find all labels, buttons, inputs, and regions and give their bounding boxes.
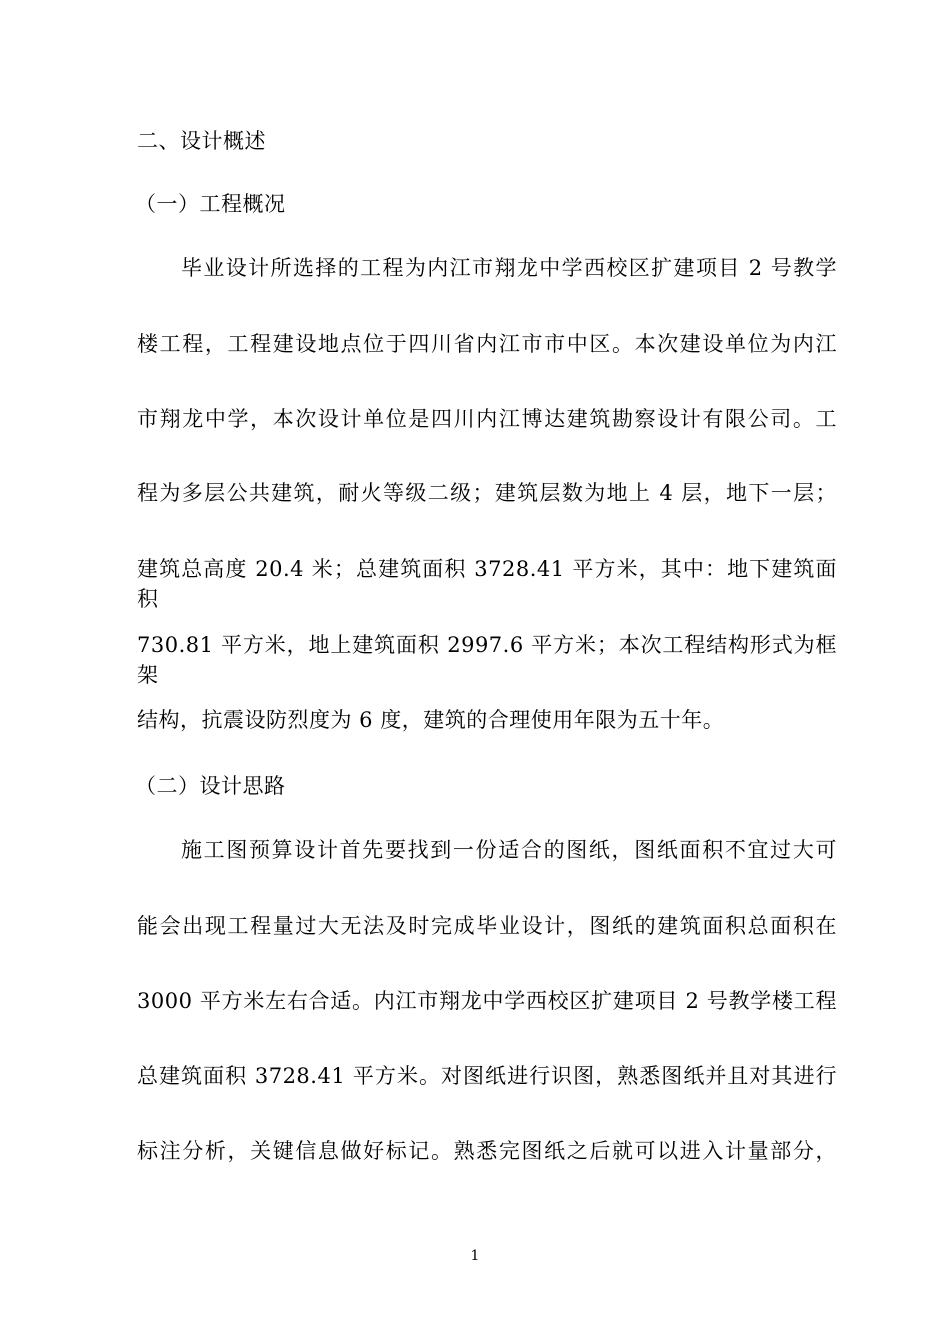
subsection-title-approach: （二）设计思路	[135, 774, 286, 798]
section-title: 二、设计概述	[137, 129, 266, 153]
paragraph-line: 总建筑面积 3728.41 平方米。对图纸进行识图，熟悉图纸并且对其进行	[137, 1064, 837, 1088]
paragraph-line: 结构，抗震设防烈度为 6 度，建筑的合理使用年限为五十年。	[137, 708, 725, 732]
paragraph-line: 市翔龙中学，本次设计单位是四川内江博达建筑勘察设计有限公司。工	[137, 407, 837, 431]
paragraph-line: 能会出现工程量过大无法及时完成毕业设计，图纸的建筑面积总面积在	[137, 914, 837, 938]
paragraph-line: 建筑总高度 20.4 米；总建筑面积 3728.41 平方米，其中：地下建筑面积	[137, 557, 837, 611]
paragraph-line: 程为多层公共建筑，耐火等级二级；建筑层数为地上 4 层，地下一层；	[137, 481, 837, 505]
paragraph-line: 730.81 平方米，地上建筑面积 2997.6 平方米；本次工程结构形式为框架	[137, 633, 837, 687]
page-number: 1	[470, 1248, 480, 1264]
paragraph-line: 毕业设计所选择的工程为内江市翔龙中学西校区扩建项目 2 号教学	[181, 256, 837, 280]
subsection-title-overview: （一）工程概况	[135, 192, 286, 216]
paragraph-line: 3000 平方米左右合适。内江市翔龙中学西校区扩建项目 2 号教学楼工程	[137, 989, 837, 1013]
paragraph-line: 施工图预算设计首先要找到一份适合的图纸，图纸面积不宜过大可	[181, 838, 837, 862]
paragraph-line: 标注分析，关键信息做好标记。熟悉完图纸之后就可以进入计量部分，	[137, 1139, 837, 1163]
paragraph-line: 楼工程，工程建设地点位于四川省内江市市中区。本次建设单位为内江	[137, 332, 837, 356]
